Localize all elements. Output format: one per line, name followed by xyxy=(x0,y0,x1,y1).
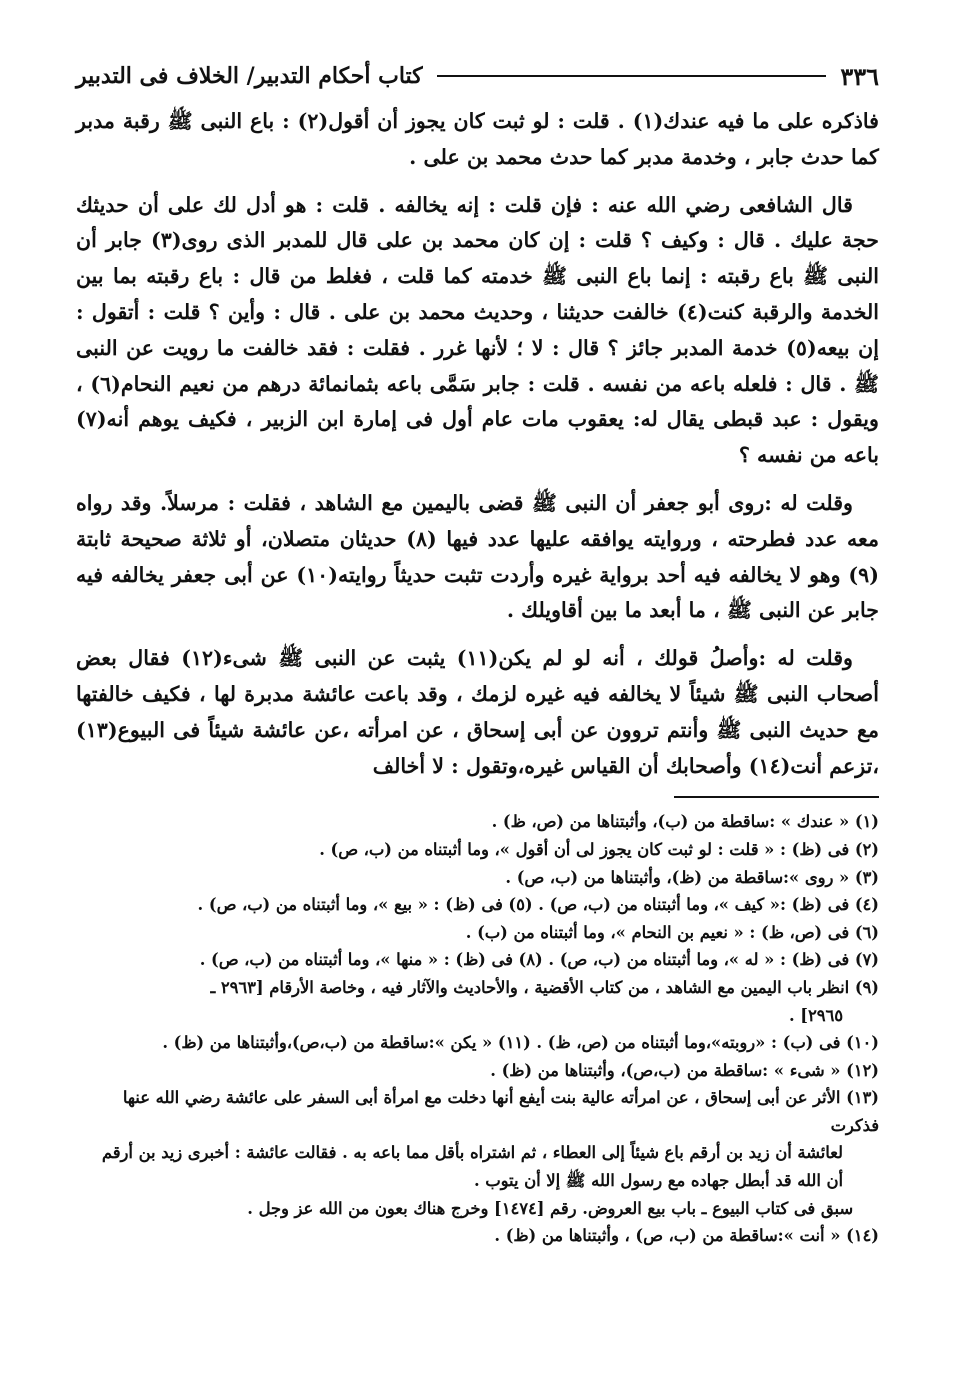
footnote: (١٠) فى (ب) : «روبته»،وما أثبتناه من (ص، ظ) . (١١) « يكن »:ساقطة من (ب،ص)،وأثبتناها من (ظ) . xyxy=(162,1033,879,1053)
footnote-continuation: ٢٩٦٥] . xyxy=(788,1005,843,1025)
paragraph: وقلت له :روى أبو جعفر أن النبى ﷺ قضى باليمين مع الشاهد ، فقلت : مرسلاً. وقد رواه معه عدد فطرحته ، وروايته يوافقه عليها عدد فيها (٨) حديثان متصلان، أو ثلاثة صحيحة ثابتة (٩) وهو لا يخالفه فيه أحد برواية غيره وأردت تثبت حديثاً روايته(١٠) عن أبى جعفر يخالفه فيه جابر عن النبى ﷺ ، ما أبعد ما بين أقاويلك . xyxy=(76,490,879,623)
paragraph: فاذكره على ما فيه عندك(١) . قلت : لو ثبت كان يجوز أن أقول(٢) : باع النبى ﷺ رقبة مدبر كما حدث جابر ، وخدمة مدبر كما حدث محمد بن على . xyxy=(76,109,879,169)
footnote: (٩) انظر باب اليمين مع الشاهد ، من كتاب الأقضية ، والأحاديث والآثار فيه ، وخاصة الأرقام [٢٩٦٣ ـ xyxy=(210,977,879,997)
main-text xyxy=(76,104,879,784)
page-number: ٣٣٦ xyxy=(840,61,879,91)
footnote-continuation: لعائشة أن زيد بن أرقم باع شيئاً إلى العطاء ، ثم اشتراه بأقل مما باعه به . فقالت عائشة : أخبرى زيد بن أرقم xyxy=(101,1143,843,1163)
footnote: (٣) « روى »:ساقطة من (ظ)، وأثبتناها من (ب، ص) . xyxy=(505,867,879,887)
running-title: كتاب أحكام التدبير/ الخلاف فى التدبير xyxy=(76,63,423,89)
page-header xyxy=(76,56,879,96)
paragraph: وقلت له :وأصلُ قولك ، أنه لو لم يكن(١١) يثبت عن النبى ﷺ شىء(١٢) فقال بعض أصحاب النبى ﷺ شيئاً لا يخالفه فيه غيره لزمك ، وقد باعت عائشة مدبرة لها ، فكيف خالفتها مع حديث النبى ﷺ وأنتم تروون عن أبى إسحاق ، عن امرأته ،عن عائشة شيئاً فى البيوع(١٣) ،تزعم أنت(١٤) وأصحابك أن القياس غيره،وتقول : لا أخالف xyxy=(76,646,879,778)
footnote-continuation: أن الله قد أبطل جهاده مع رسول الله ﷺ إلا أن يتوب . xyxy=(473,1171,843,1191)
footnote: (٢) فى (ظ) : « قلت : لو ثبت كان يجوز لى أن أقول »، وما أثبتناه من (ب، ص) . xyxy=(319,839,879,859)
footnote: (١٤) « أنت »:ساقطة من (ب، ص) ، وأثبتناها من (ظ) . xyxy=(494,1226,879,1246)
footnote: (١٣) الأثر عن أبى إسحاق ، عن امرأته عالية بنت أيفع أنها دخلت مع امرأة أبى السفر على عائشة رضي الله عنها فذكرت xyxy=(122,1088,879,1135)
footnote-separator xyxy=(674,796,879,798)
footnotes xyxy=(76,808,879,1250)
footnote: (١٢) « شىء » :ساقطة من (ب،ص)، وأثبتناها من (ظ) . xyxy=(490,1060,879,1080)
paragraph: قال الشافعى رضي الله عنه : فإن قلت : إنه يخالفه . قلت : هو أدل لك على أن حديثك حجة عليك . قال : وكيف ؟ قلت : إن كان محمد بن على قال للمدبر الذى روى(٣) جابر أن النبى ﷺ باع رقبته : إنما باع النبى ﷺ خدمته كما قلت ، فغلط من قال : باع رقبته بما بين الخدمة والرقبة كنت(٤) خالفت حديثنا ، وحديث محمد بن على . قال : وأين ؟ قلت : أتقول : إن بيعه(٥) خدمة المدبر جائز ؟ قال : لا ؛ لأنها غرر . فقلت : فقد خالفت ما رويت عن النبى ﷺ . قال : فلعله باعه من نفسه . قلت : جابر سَمَّى باعه بثمانمائة درهم من نعيم النحام(٦) ، ويقول : عبد قبطى يقال له: يعقوب مات عام أول فى إمارة ابن الزبير ، فكيف يوهم أنه(٧) باعه من نفسه ؟ xyxy=(76,192,879,468)
header-rule xyxy=(437,75,827,77)
footnote: (٧) فى (ظ) : « له »، وما أثبتناه من (ب، ص) . (٨) فى (ظ) : « منها »، وما أثبتناه من (ب، ص) . xyxy=(199,950,879,970)
footnote-continuation: سبق فى كتاب البيوع ـ باب بيع العروض. رقم [١٤٧٤] وخرج هناك بعون من الله عز وجل . xyxy=(247,1198,853,1218)
footnote: (٤) فى (ظ) :« كيف »، وما أثبتناه من (ب، ص) . (٥) فى (ظ) : « بيع »، وما أثبتناه من (ب، ص) . xyxy=(197,895,879,915)
footnote: (٦) فى (ص، ظ) : « نعيم بن النحام »، وما أثبتناه من (ب) . xyxy=(465,922,879,942)
footnote: (١) « عندك » :ساقطة من (ب)، وأثبتناها من (ص، ظ) . xyxy=(491,812,879,832)
